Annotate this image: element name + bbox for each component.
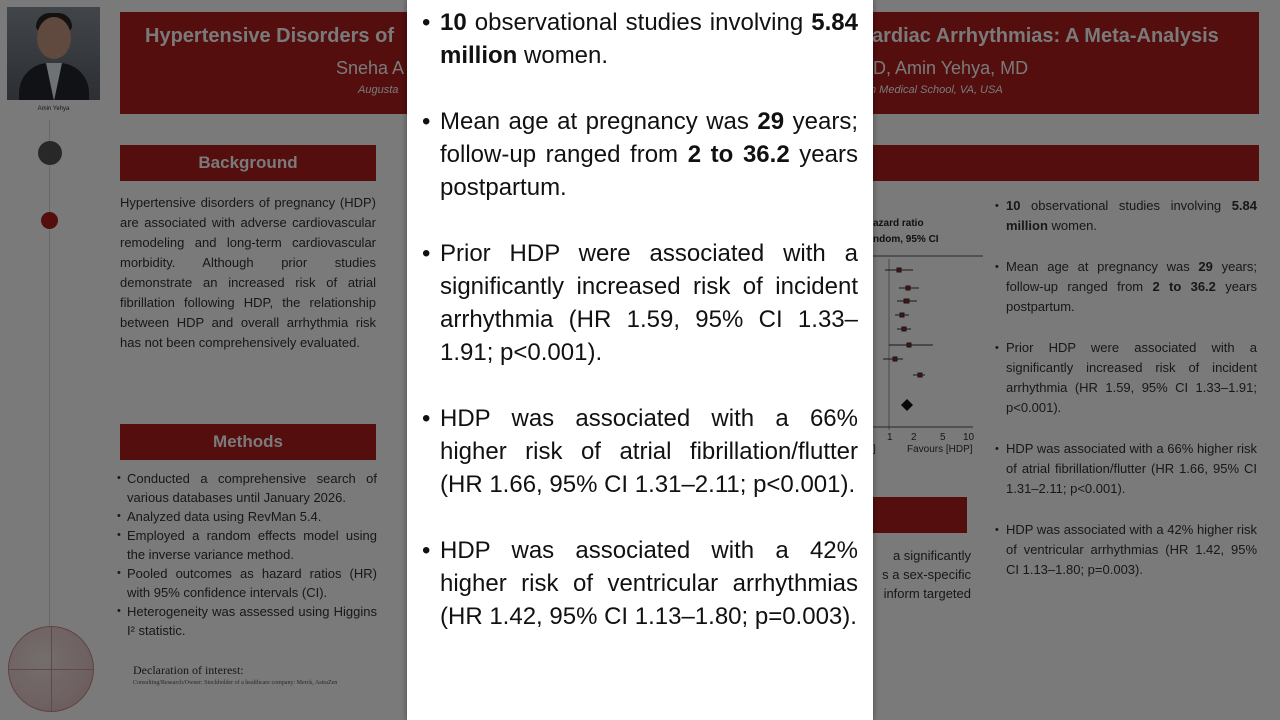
zoom-panel xyxy=(407,0,873,720)
zoom-results-list xyxy=(422,6,858,666)
zoom-results-item: • Prior HDP were associated with a significantly increased risk of incident arrhythmia (HR 1.59, 95% CI 1.33–1.91; p<0.001). xyxy=(422,237,858,369)
zoom-results-item: • HDP was associated with a 66% higher risk of atrial fibrillation/flutter (HR 1.66, 95% CI 1.31–2.11; p<0.001). xyxy=(422,402,858,501)
zoom-results-item: • Mean age at pregnancy was 29 years; follow-up ranged from 2 to 36.2 years postpartum. xyxy=(422,105,858,204)
zoom-results-item: • HDP was associated with a 42% higher risk of ventricular arrhythmias (HR 1.42, 95% CI 1.13–1.80; p=0.003). xyxy=(422,534,858,633)
zoom-results-item: • 10 observational studies involving 5.84 million women. xyxy=(422,6,858,72)
